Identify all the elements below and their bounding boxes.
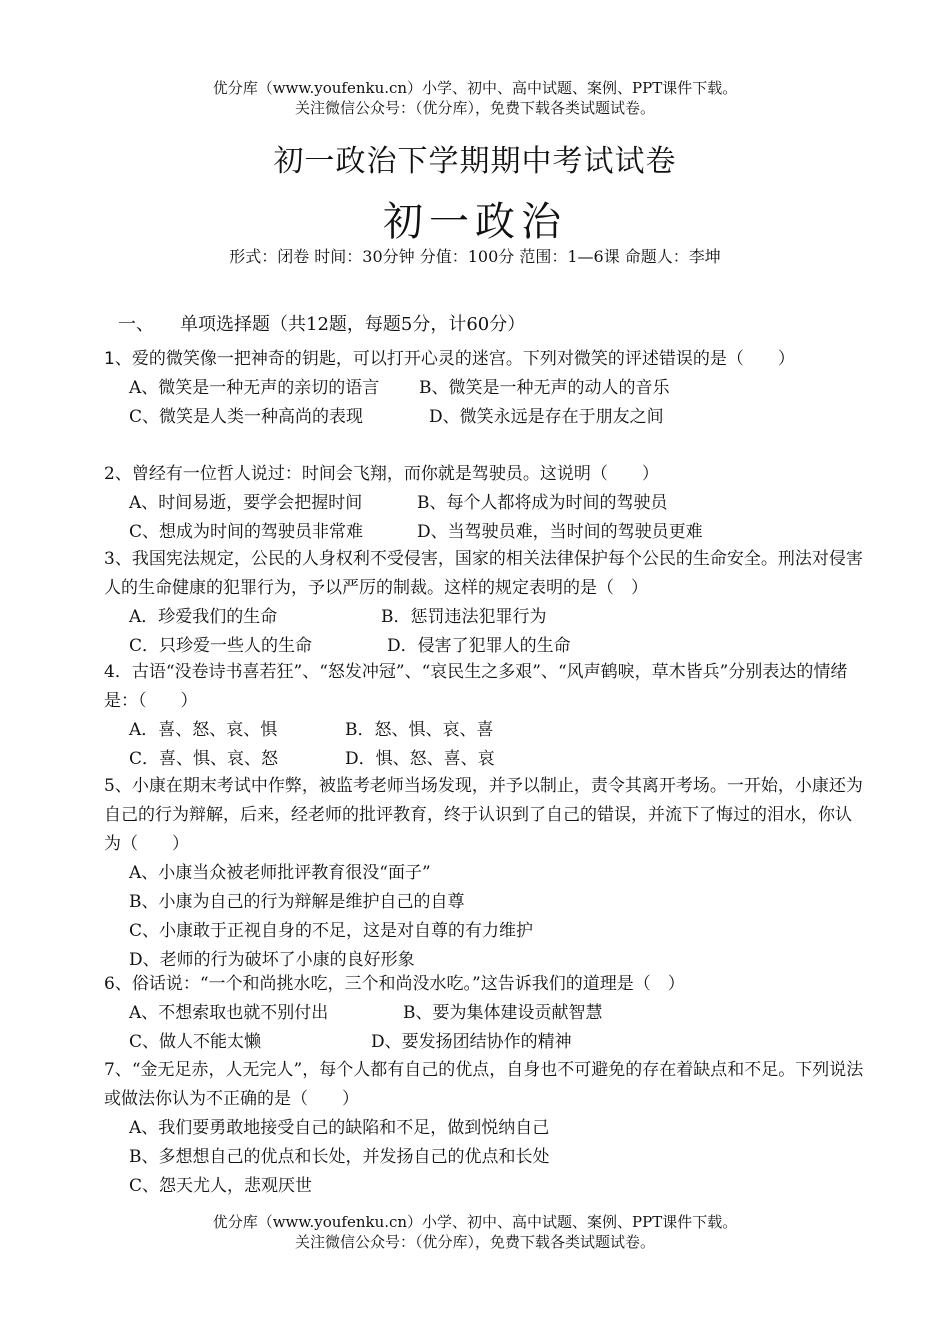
- option-a: A、微笑是一种无声的亲切的语言: [129, 378, 380, 398]
- subject-title: 初一政治: [383, 199, 567, 245]
- question-1: [104, 345, 864, 432]
- option-b: B．惩罚违法犯罪行为: [381, 607, 547, 627]
- option-a: A、小康当众被老师批评教育很没“面子”: [129, 863, 431, 883]
- option-d: D、微笑永远是存在于朋友之间: [429, 407, 664, 427]
- question-stem: 1、爱的微笑像一把神奇的钥匙，可以打开心灵的迷宫。下列对微笑的评述错误的是（ ）: [104, 349, 795, 369]
- question-5: [104, 772, 864, 975]
- question-stem: 5、小康在期末考试中作弊，被监考老师当场发现，并予以制止，责令其离开考场。一开始，小康还为自己的行为辩解，后来，经老师的批评教育，终于认识到了自己的错误，并流下了悔过的泪水，你认为（ ）: [104, 776, 863, 854]
- option-c: C．喜、惧、哀、怒: [129, 749, 279, 769]
- page-footer: [0, 1212, 950, 1252]
- footer-line-2: 关注微信公众号：（优分库），免费下载各类试题试卷。: [294, 1233, 655, 1251]
- exam-info: 形式：闭卷 时间：30分钟 分值：100分 范围：1—6课 命题人：李坤: [229, 247, 721, 266]
- option-b: B、微笑是一种无声的动人的音乐: [419, 378, 670, 398]
- section-heading: [118, 310, 525, 336]
- option-d: D．侵害了犯罪人的生命: [387, 636, 571, 656]
- section-number: 一、: [118, 314, 154, 335]
- question-3: [104, 545, 864, 661]
- option-d: D、要发扬团结协作的精神: [371, 1032, 572, 1052]
- question-stem: 3、我国宪法规定，公民的人身权利不受侵害，国家的相关法律保护每个公民的生命安全。刑法对侵害人的生命健康的犯罪行为，予以严厉的制裁。这样的规定表明的是（ ）: [104, 549, 863, 598]
- option-a: A、时间易逝，要学会把握时间: [129, 493, 363, 513]
- option-a: A、不想索取也就不别付出: [129, 1003, 329, 1023]
- option-a: A．珍爱我们的生命: [129, 607, 278, 627]
- question-stem: 4．古语“没卷诗书喜若狂”、“怒发冲冠”、“哀民生之多艰”、“风声鹤唳，草木皆兵”分别表达的情绪是：（ ）: [104, 662, 848, 711]
- option-c: C．只珍爱一些人的生命: [129, 636, 313, 656]
- option-b: B．怒、惧、哀、喜: [345, 720, 494, 740]
- option-c: C、做人不能太懒: [129, 1032, 262, 1052]
- exam-title: 初一政治下学期期中考试试卷: [273, 144, 677, 179]
- question-stem: 2、曾经有一位哲人说过：时间会飞翔，而你就是驾驶员。这说明（ ）: [104, 464, 659, 484]
- question-4: [104, 658, 864, 774]
- option-c: C、微笑是人类一种高尚的表现: [129, 407, 364, 427]
- footer-line-1: 优分库（www.youfenku.cn）小学、初中、高中试题、案例、PPT课件下载。: [212, 1213, 738, 1231]
- option-d: D、老师的行为破坏了小康的良好形象: [129, 950, 415, 970]
- question-6: [104, 970, 864, 1057]
- option-a: A．喜、怒、哀、惧: [129, 720, 278, 740]
- option-b: B、要为集体建设贡献智慧: [403, 1003, 603, 1023]
- header-line-1: 优分库（www.youfenku.cn）小学、初中、高中试题、案例、PPT课件下载。: [212, 79, 738, 97]
- page-header: [0, 78, 950, 118]
- option-d: D．惧、怒、喜、哀: [345, 749, 495, 769]
- option-a: A、我们要勇敢地接受自己的缺陷和不足，做到悦纳自己: [129, 1118, 550, 1138]
- option-b: B、每个人都将成为时间的驾驶员: [417, 493, 668, 513]
- question-2: [104, 460, 864, 547]
- option-c: C、想成为时间的驾驶员非常难: [129, 522, 364, 542]
- option-d: D、当驾驶员难，当时间的驾驶员更难: [417, 522, 703, 542]
- option-b: B、小康为自己的行为辩解是维护自己的自尊: [129, 892, 465, 912]
- section-label: 单项选择题（共12题，每题5分，计60分）: [180, 314, 526, 335]
- question-stem: 6、俗话说：“一个和尚挑水吃，三个和尚没水吃。”这告诉我们的道理是（ ）: [104, 974, 685, 994]
- question-stem: 7、“金无足赤，人无完人”，每个人都有自己的优点，自身也不可避免的存在着缺点和不足。下列说法或做法你认为不正确的是（ ）: [104, 1060, 864, 1109]
- option-c: C、怨天尤人，悲观厌世: [129, 1176, 313, 1196]
- header-line-2: 关注微信公众号：（优分库），免费下载各类试题试卷。: [294, 99, 655, 117]
- option-b: B、多想想自己的优点和长处，并发扬自己的优点和长处: [129, 1147, 550, 1167]
- question-7: [104, 1056, 864, 1201]
- option-c: C、小康敢于正视自身的不足，这是对自尊的有力维护: [129, 921, 534, 941]
